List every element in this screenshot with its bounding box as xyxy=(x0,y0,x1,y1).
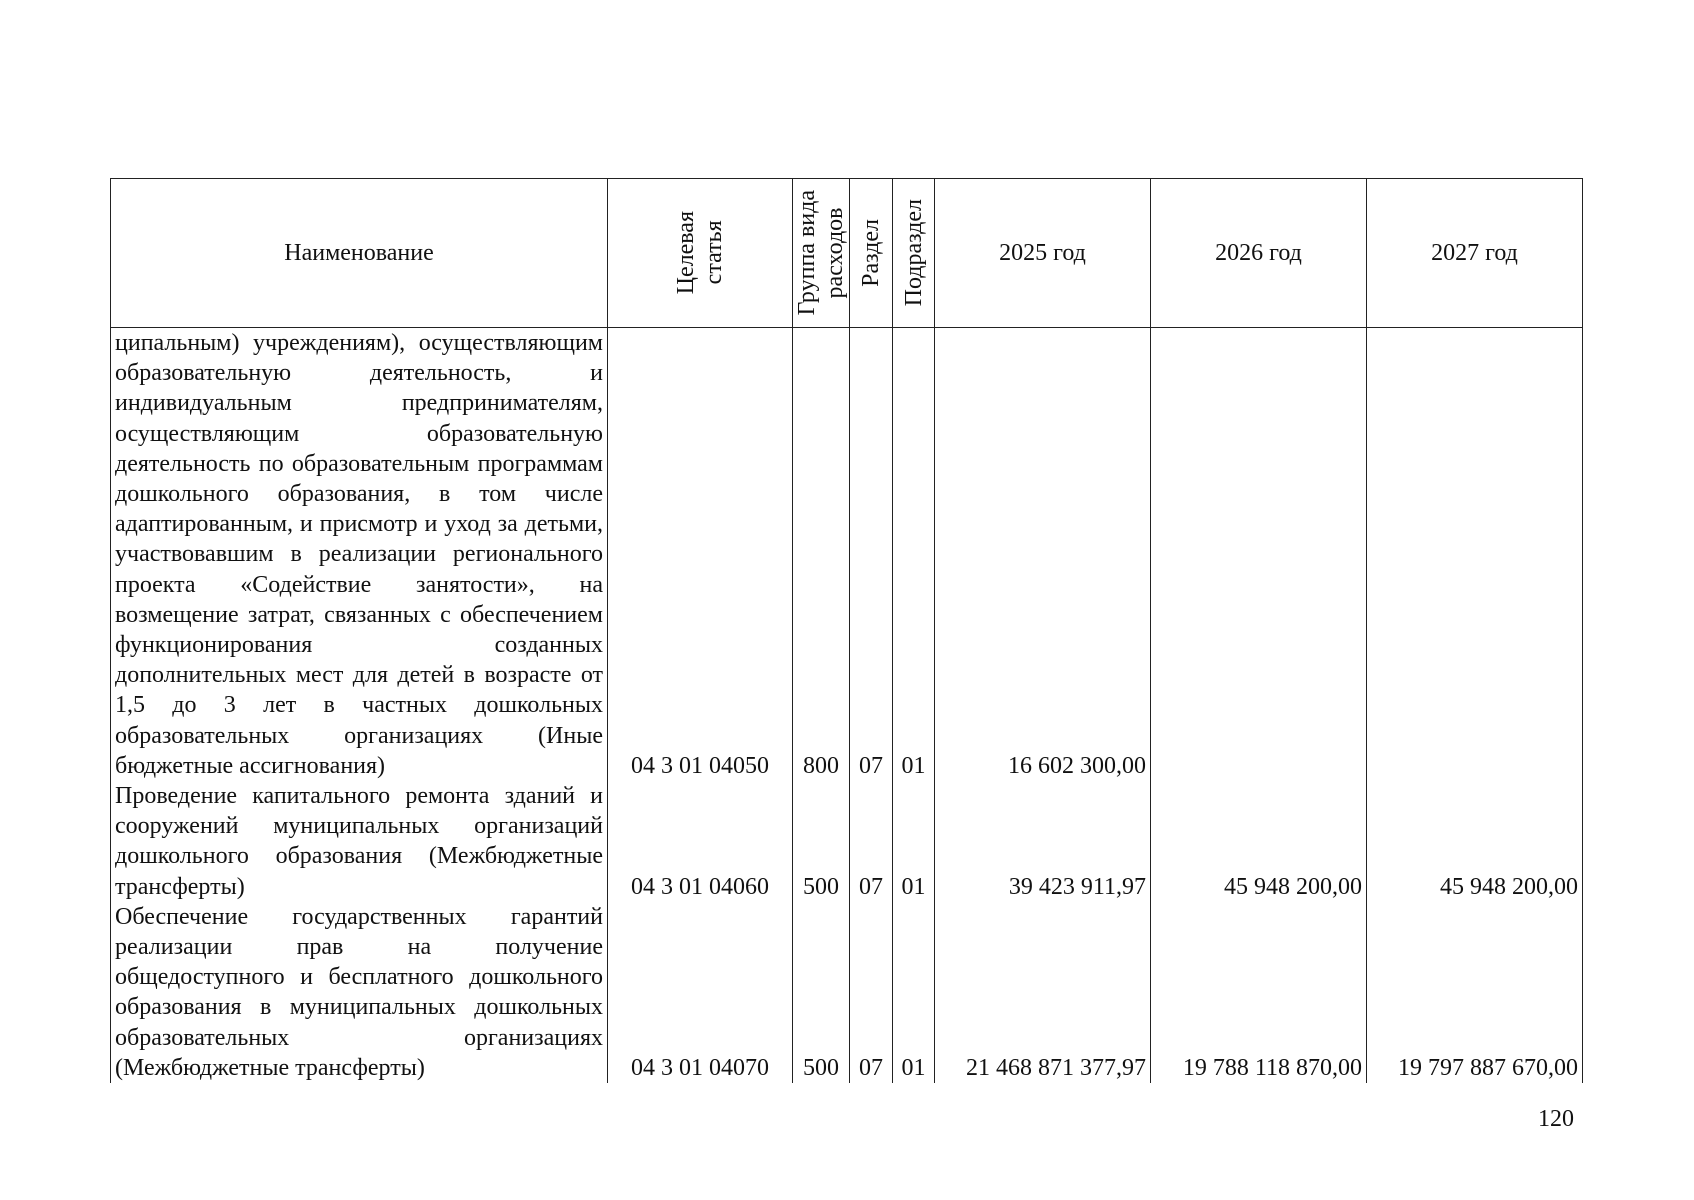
row-expense-group: 500 xyxy=(793,902,850,1083)
row-target-article: 04 3 01 04050 xyxy=(608,328,793,782)
row-amount-2027: 19 797 887 670,00 xyxy=(1367,902,1583,1083)
row-target-article: 04 3 01 04070 xyxy=(608,902,793,1083)
row-target-article: 04 3 01 04060 xyxy=(608,781,793,902)
row-expense-group: 500 xyxy=(793,781,850,902)
header-name: Наименование xyxy=(111,179,608,328)
table-row xyxy=(111,328,1583,782)
table-row xyxy=(111,781,1583,902)
row-amount-2026: 19 788 118 870,00 xyxy=(1151,902,1367,1083)
header-row xyxy=(111,179,1583,328)
row-amount-2025: 21 468 871 377,97 xyxy=(935,902,1151,1083)
row-subsection: 01 xyxy=(893,781,935,902)
header-target-article: Целевая статья xyxy=(608,179,793,328)
row-name: ципальным) учреждениям), осуществляющим образовательную деятельность, и индивидуальным предпринимателям, осуществляющим образовательную деятельность по образовательным программам дошкольного образования, в том числе адаптированным, и присмотр и уход за детьми, участвовавшим в реализации регионального проекта «Содействие занятости», на возмещение затрат, связанных с обеспечением функционирования созданных дополнительных мест для детей в возрасте от 1,5 до 3 лет в частных дошкольных образовательных организациях (Иные бюджетные ассигнования) xyxy=(111,328,608,782)
budget-table xyxy=(110,178,1583,1083)
header-year-2027: 2027 год xyxy=(1367,179,1583,328)
row-amount-2027 xyxy=(1367,328,1583,782)
row-subsection: 01 xyxy=(893,328,935,782)
header-section: Раздел xyxy=(850,179,893,328)
row-amount-2025: 16 602 300,00 xyxy=(935,328,1151,782)
table-row xyxy=(111,902,1583,1083)
header-expense-group: Группа вида расходов xyxy=(793,179,850,328)
row-amount-2026: 45 948 200,00 xyxy=(1151,781,1367,902)
row-section: 07 xyxy=(850,902,893,1083)
page-number: 120 xyxy=(1538,1106,1574,1132)
row-amount-2025: 39 423 911,97 xyxy=(935,781,1151,902)
row-amount-2027: 45 948 200,00 xyxy=(1367,781,1583,902)
header-year-2026: 2026 год xyxy=(1151,179,1367,328)
header-subsection: Подраздел xyxy=(893,179,935,328)
row-expense-group: 800 xyxy=(793,328,850,782)
header-year-2025: 2025 год xyxy=(935,179,1151,328)
row-name: Проведение капитального ремонта зданий и сооружений муниципальных организаций дошкольного образования (Межбюджетные трансферты) xyxy=(111,781,608,902)
row-name: Обеспечение государственных гарантий реализации прав на получение общедоступного и бесплатного дошкольного образования в муниципальных дошкольных образовательных организациях (Межбюджетные трансферты) xyxy=(111,902,608,1083)
row-section: 07 xyxy=(850,328,893,782)
row-amount-2026 xyxy=(1151,328,1367,782)
row-subsection: 01 xyxy=(893,902,935,1083)
row-section: 07 xyxy=(850,781,893,902)
